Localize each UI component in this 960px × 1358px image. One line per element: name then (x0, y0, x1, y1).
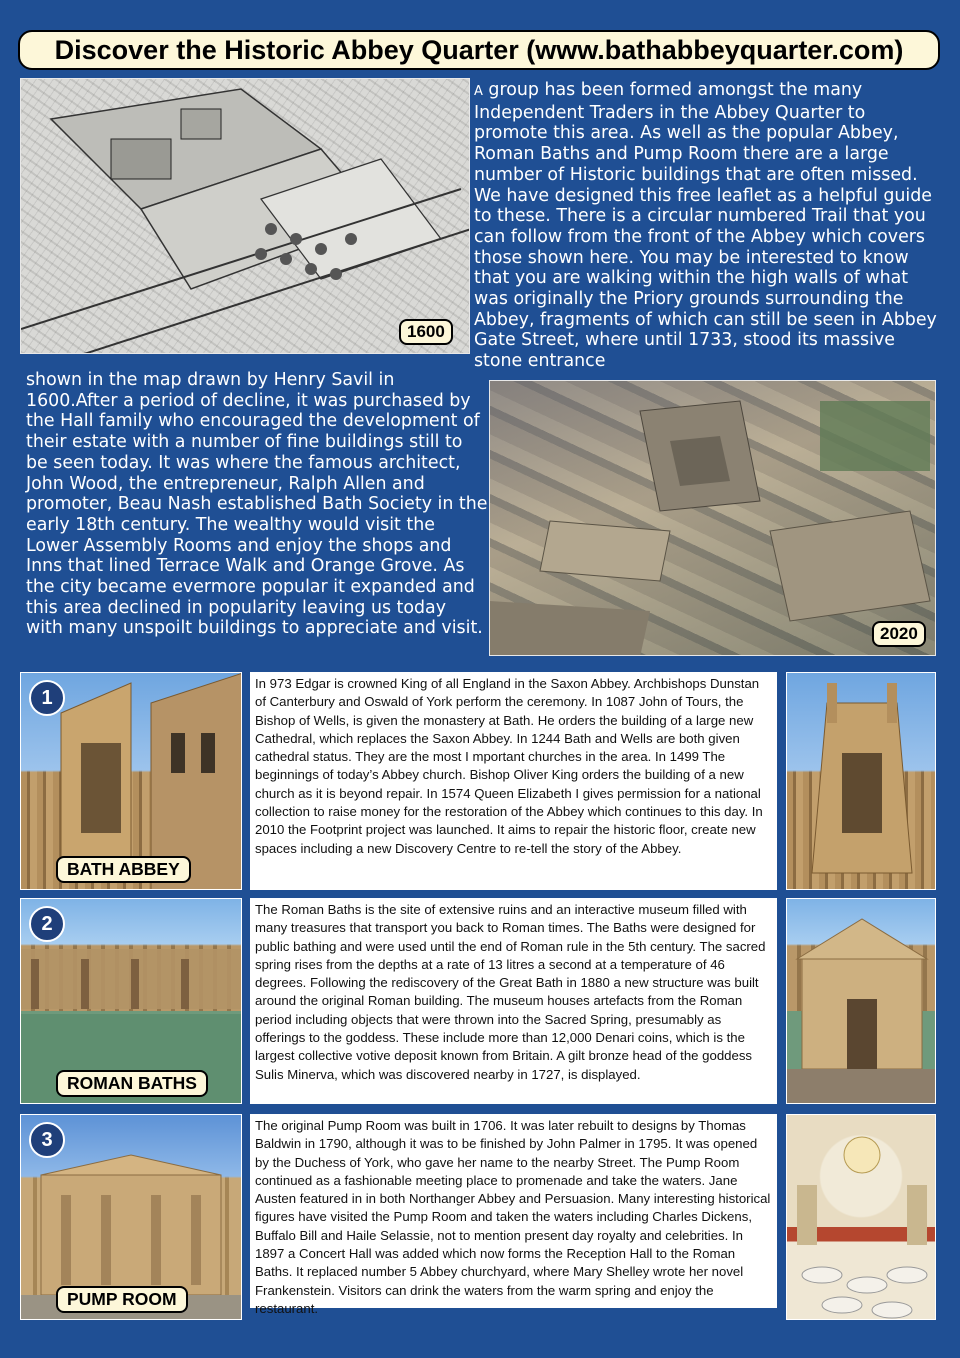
intro-paragraph-part2: shown in the map drawn by Henry Savil in 1600.After a period of decline, it was purchased by the Hall family who encouraged the development of their estate with a number of fine buildings still to be seen today. It was where the famous architect, John Wood, the entrepreneur, Ralph Allen and promoter, Beau Nash established Bath Society in the early 18th century. The wealthy would visit the Lower Assembly Rooms and enjoy the shops and Inns that lined Terrace Walk and Orange Grove. As the city became evermore popular it expanded and this area declined in popularity leaving us today with many unspoilt buildings to appreciate and visit. (26, 370, 488, 639)
section-name-label: ROMAN BATHS (56, 1070, 208, 1097)
section-number-badge: 2 (29, 906, 65, 942)
pump-room-interior-photo (786, 1114, 936, 1320)
roman-baths-photo (20, 898, 242, 1104)
section-name-label: PUMP ROOM (56, 1286, 188, 1313)
roman-baths-entrance-photo (786, 898, 936, 1104)
intro-part1-text: group has been formed amongst the many Independent Traders in the Abbey Quarter to promote this area. As well as the popular Abbey, Roman Baths and Pump Room there are a large number of Historic buildings that are often missed. We have designed this free leaflet as a helpful guide to these. There is a circular numbered Trail that you can follow from the front of the Abbey which covers those shown here. You may be interested to know that you are walking within the high walls of what was originally the Priory grounds surrounding the Abbey, fragments of which can still be seen in Abbey Gate Street, where until 1733, stood its massive stone entrance (474, 80, 937, 372)
aerial-drawing (490, 381, 936, 656)
section-number-badge: 3 (29, 1122, 65, 1158)
historic-map-image (20, 78, 470, 354)
aerial-year-label: 2020 (872, 621, 926, 647)
pump-room-description: The original Pump Room was built in 1706. It was later rebuilt to designs by Thomas Baldwin in 1790, although it was to be finished by John Palmer in 1795. It was opened by the Duchess of York, who gave her name to the nearby Street. The Pump Room continued as a fashionable meeting place to promenade and take the waters. Jane Austen featured in in both Northanger Abbey and Persuasion. Many interesting historical figures have visited the Pump Room and taken the waters including Charles Dickens, Buffalo Bill and Haile Selassie, not to mention present day royalty and celebrities. In 1897 a Concert Hall was added which now forms the Reception Hall to the Roman Baths. It replaced number 5 Abbey churchyard, where Mary Shelley wrote her novel Frankenstein. Visitors can drink the waters from the warm spring and enjoy the restaurant. (250, 1114, 777, 1308)
bath-abbey-photo-2 (786, 672, 936, 890)
roman-baths-description: The Roman Baths is the site of extensive ruins and an interactive museum filled with many treasures that transport you back to Roman times. The Baths were designed for public bathing and were used until the end of Roman rule in the 5th century. The sacred spring rises from the depths at a rate of 13 litres a second at a temperature of 46 degrees. Following the rediscovery of the Great Bath in 1880 a new structure was built around the original Roman building. The museum houses artefacts from the Roman period including objects that were thrown into the Sacred Spring, presumably as offerings to the goddess. These include more than 12,000 Denari coins, which is the largest collective votive deposit known from Britain. A gilt bronze head of the goddess Sulis Minerva, which was discovered nearby in 1727, is displayed. (250, 898, 777, 1104)
pump-room-photo (20, 1114, 242, 1320)
pump-room-interior-drawing (787, 1115, 936, 1320)
map-year-label: 1600 (399, 319, 453, 345)
aerial-photo-image (489, 380, 936, 656)
bath-abbey-description: In 973 Edgar is crowned King of all England in the Saxon Abbey. Archbishops Dunstan of Canterbury and Oswald of York perform the ceremony. In 1087 John of Tours, the Bishop of Wells, is given the monastery at Bath. He orders the building of a large new Cathedral, which replaces the Saxon Abbey. In 1244 Bath and Wells are both given cathedral status. They are the most I mportant churches in the area. In 1499 The beginnings of today’s Abbey church. Bishop Oliver King orders the building of a new church as it is beyond repair. In 1574 Queen Elizabeth I gives permission for a national collection to raise money for the restoration of the Abbey which continues to this day. In 2010 the Footprint project was launched. It aims to repair the historic floor, create new spaces including a new Discovery Centre to re-tell the story of the Abbey. (250, 672, 777, 890)
intro-paragraph-part1 (474, 80, 944, 372)
section-number-badge: 1 (29, 680, 65, 716)
title-banner (18, 30, 940, 70)
bath-abbey-photo (20, 672, 242, 890)
page-title: Discover the Historic Abbey Quarter (www.bathabbeyquarter.com) (54, 34, 904, 65)
intro-first-letter: A (474, 84, 483, 99)
map-drawing (21, 79, 470, 354)
section-name-label: BATH ABBEY (56, 856, 191, 883)
bath-abbey-facade-drawing (787, 673, 936, 890)
roman-baths-entrance-drawing (787, 899, 936, 1104)
